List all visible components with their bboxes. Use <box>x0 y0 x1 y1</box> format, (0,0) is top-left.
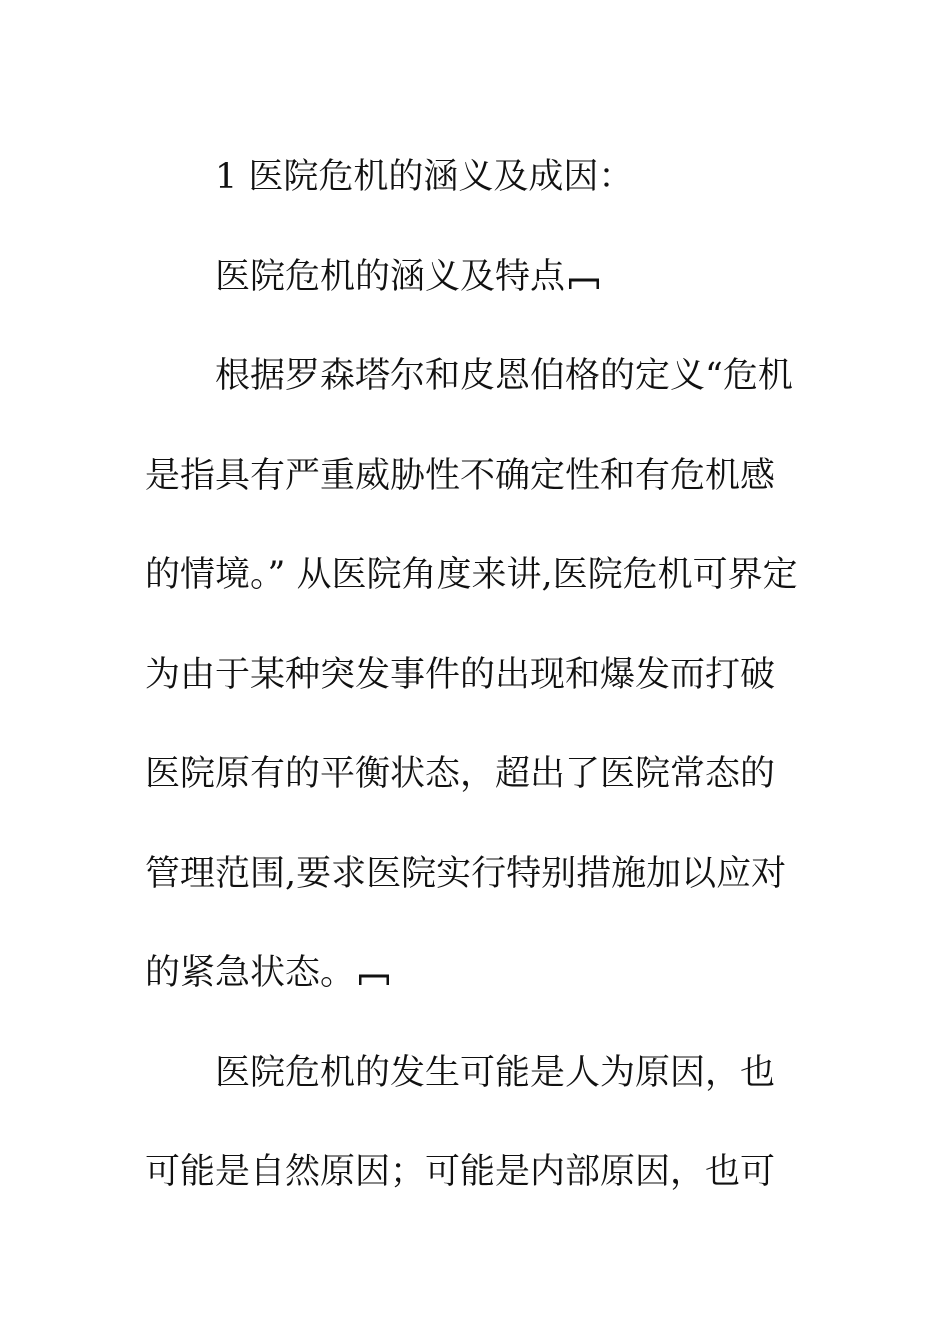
bracket-mark-icon <box>569 276 599 290</box>
paragraph-causes-text: 医院危机的发生可能是人为原因，也可能是自然原因；可能是内部原因，也可 <box>145 1052 776 1192</box>
paragraph-causes <box>145 1024 805 1223</box>
paragraph-definition-text: 根据罗森塔尔和皮恩伯格的定义“危机是指具有严重威胁性不确定性和有危机感的情境。” 从医院角度来讲,医院危机可界定为由于某种突发事件的出现和爆发而打破医院原有的平衡状态，超出了医院常态的管理范围,要求医院实行特别措施加以应对的紧急状态。 <box>145 356 798 993</box>
paragraph-definition <box>145 327 805 1024</box>
section-heading-text: 1 医院危机的涵义及成因： <box>215 157 634 197</box>
document-body <box>145 128 805 1223</box>
subsection-heading <box>145 228 805 328</box>
bracket-mark-icon <box>359 972 389 986</box>
subsection-heading-text: 医院危机的涵义及特点 <box>215 256 566 297</box>
section-heading <box>145 128 805 228</box>
